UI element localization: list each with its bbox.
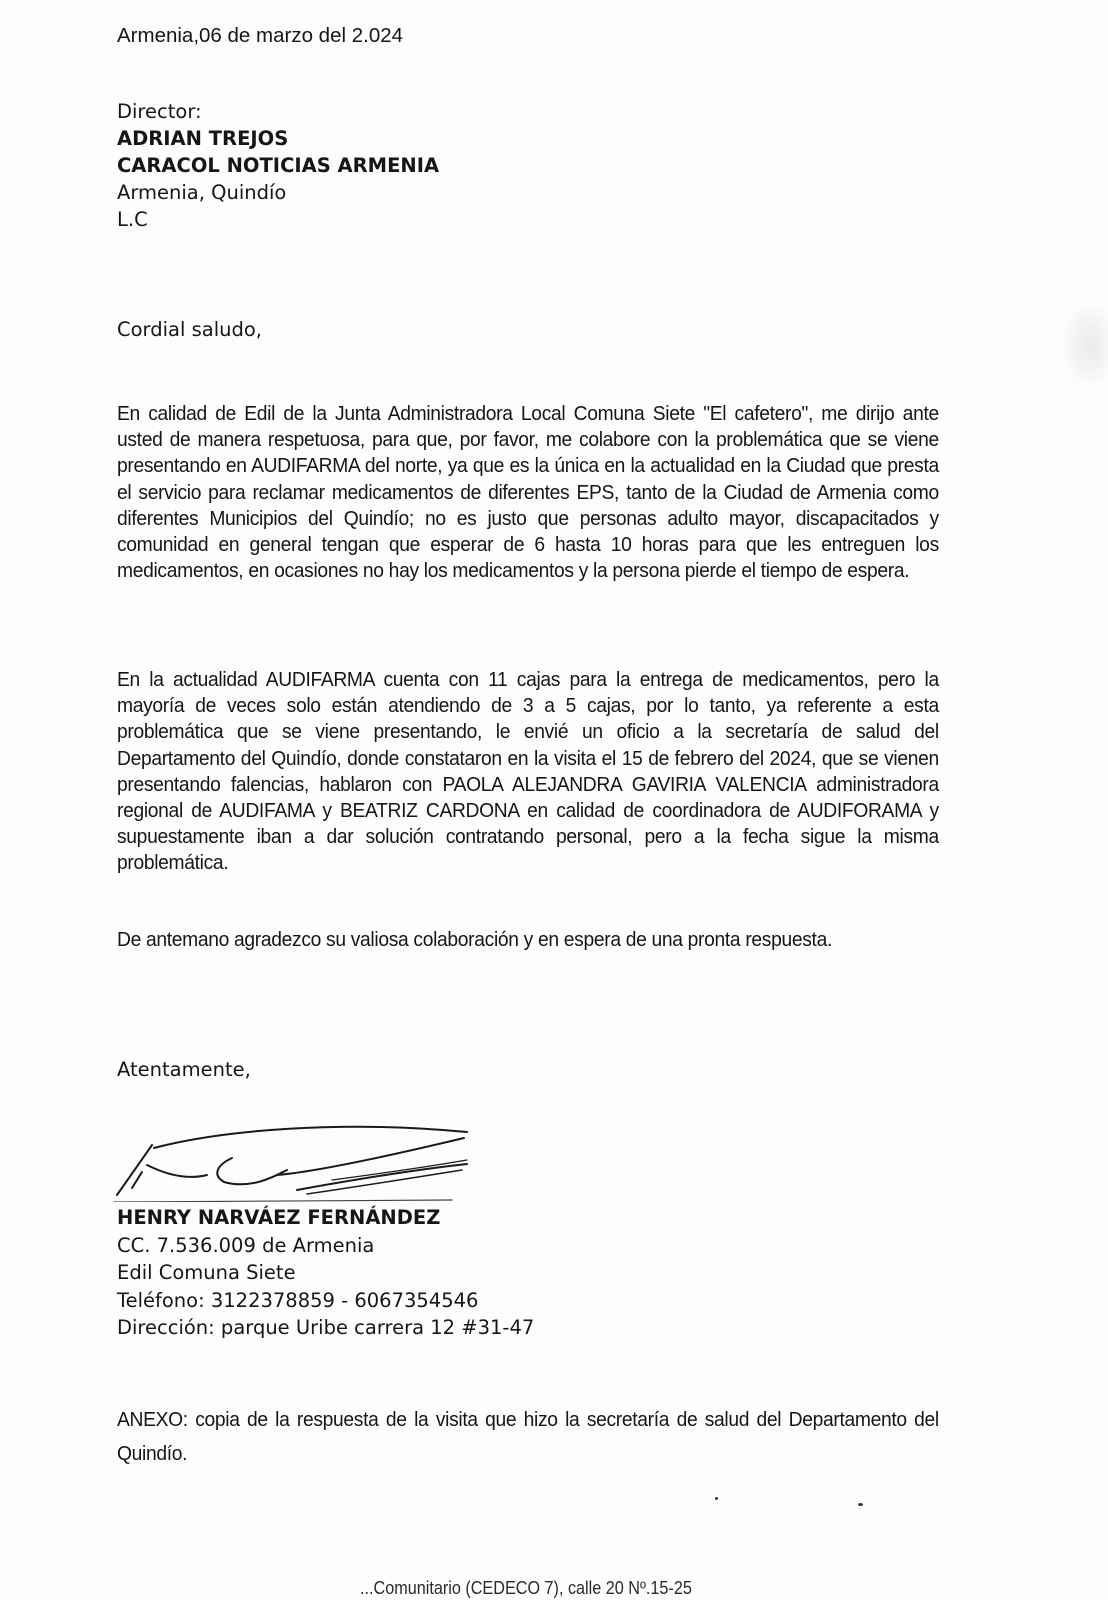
signer-address: Dirección: parque Uribe carrera 12 #31-47 (117, 1316, 535, 1339)
signer-name: HENRY NARVÁEZ FERNÁNDEZ (117, 1206, 441, 1229)
letter-date: Armenia,06 de marzo del 2.024 (117, 24, 404, 47)
scan-speck (858, 1503, 863, 1506)
recipient-title: Director: (117, 100, 202, 123)
scan-smudge (1060, 300, 1108, 390)
recipient-block (117, 98, 439, 233)
page-footer: ...Comunitario (CEDECO 7), calle 20 Nº.15-25 (360, 1578, 692, 1598)
signer-phone: Teléfono: 3122378859 - 6067354546 (117, 1288, 479, 1312)
closing: Atentamente, (117, 1058, 251, 1081)
recipient-name: ADRIAN TREJOS (117, 127, 289, 150)
body-paragraph-2: En la actualidad AUDIFARMA cuenta con 11 cajas para la entrega de medicamentos, pero la mayoría de veces solo están atendiendo de 3 a 5 cajas, por lo tanto, ya referente a esta problemática que se viene presentando, le envié un oficio a la secretaría de salud del Departamento del Quindío, donde constataron en la visita el 15 de febrero del 2024, que se vienen presentando falencias, hablaron con PAOLA ALEJANDRA GAVIRIA VALENCIA administradora regional de AUDIFAMA y BEATRIZ CARDONA en calidad de coordinadora de AUDIFORAMA y supuestamente iban a dar solución contratando personal, pero a la fecha sigue la misma problemática. (117, 668, 939, 875)
recipient-locality: L.C (117, 208, 148, 231)
handwritten-signature (112, 1120, 472, 1202)
signer-block (117, 1204, 534, 1342)
body-paragraph-3: De antemano agradezco su valiosa colaboración y en espera de una pronta respuesta. (117, 928, 832, 951)
greeting: Cordial saludo, (117, 318, 262, 341)
signer-id: CC. 7.536.009 de Armenia (117, 1233, 375, 1257)
recipient-city: Armenia, Quindío (117, 181, 287, 204)
body-paragraph-1: En calidad de Edil de la Junta Administradora Local Comuna Siete "El cafetero", me dirijo ante usted de manera respetuosa, para que, por favor, me colabore con la problemática que se viene presentando en AUDIFARMA del norte, ya que es la única en la actualidad en la Ciudad que presta el servicio para reclamar medicamentos de diferentes EPS, tanto de la Ciudad de Armenia como diferentes Municipios del Quindío; no es justo que personas adulto mayor, discapacitados y comunidad en general tengan que esperar de 6 hasta 10 horas para que les entreguen los medicamentos, en ocasiones no hay los medicamentos y la persona pierde el tiempo de espera. (117, 402, 939, 583)
annex-note: ANEXO: copia de la respuesta de la visita que hizo la secretaría de salud del Departamento del Quindío. (117, 1408, 939, 1465)
scan-speck (715, 1497, 718, 1500)
signer-role: Edil Comuna Siete (117, 1261, 296, 1284)
recipient-organization: CARACOL NOTICIAS ARMENIA (117, 154, 440, 177)
